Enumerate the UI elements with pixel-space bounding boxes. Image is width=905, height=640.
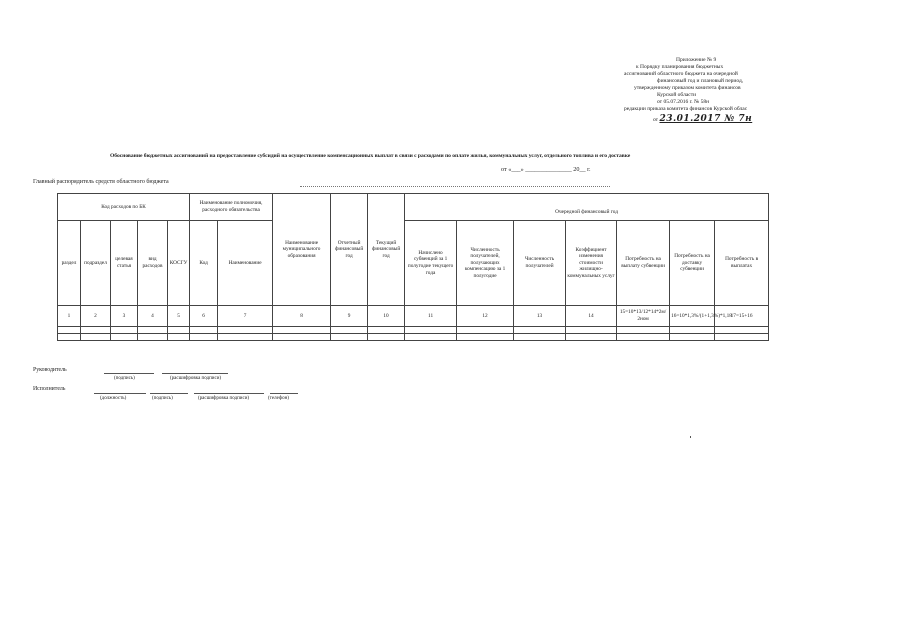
is-sign-line [150,387,188,394]
rk-cap-rasshifr: (расшифровка подписи) [170,376,222,381]
num-cell: 17=15+16 [715,306,769,327]
header-line: ассигнований областного бюджета на очередной [624,71,738,77]
num-cell: 3 [111,306,138,327]
num-cell: 16=10*1,3%/(1+1,3%)*1,18 [670,306,715,327]
num-cell: 11 [405,306,457,327]
col-celevaya: целевая статья [111,221,138,306]
is-cap-podpis: (подпись) [152,396,173,401]
num-cell: 9 [331,306,368,327]
header-line: финансовый год и плановый период, [657,78,744,84]
is-cap-telefon: (телефон) [268,396,289,401]
header-line: Курской области [657,92,697,98]
header-prefix: от [653,117,659,123]
group-kod-rashodov: Код расходов по БК [58,194,190,221]
is-cap-dolzh: (должность) [100,396,127,401]
table-row [58,327,769,334]
header-line: к Порядку планирования бюджетных [636,64,724,70]
col-chisl-poluch: Численность получателей, получающих компенсацию за 1 полугодие [457,221,514,306]
rk-sign-line [104,367,154,374]
num-cell: 8 [273,306,331,327]
col-koef: Коэффициент изменения стоимости жилищно-коммунальных услуг [566,221,617,306]
num-cell: 13 [514,306,566,327]
col-podrazdel: подраздел [81,221,111,306]
main-table [57,193,769,341]
col-municipal: Наименование муниципального образования [273,194,331,306]
num-cell: 10 [368,306,405,327]
header-line: Приложение № 9 [676,57,717,63]
is-dolzh-line [94,387,146,394]
num-cell: 12 [457,306,514,327]
date-line: от «___» _______________ 20__ г. [501,166,591,173]
scan-speck [690,436,691,438]
col-kosgu: КОСГУ [168,221,190,306]
col-vid: вид расходов [138,221,168,306]
header-line: утвержденному приказом комитета финансов [634,85,741,91]
col-nachisleno: Начислено субвенций за 1 полугодие текущего года [405,221,457,306]
num-cell: 15=10*13/12*14*2м/ 2ном [617,306,670,327]
group-ocherednoy: Очередной финансовый год [405,204,769,221]
col-kod: Код [190,221,218,306]
is-cap-rasshifr: (расшифровка подписи) [198,396,250,401]
rukovoditel-label: Руководитель [33,367,67,373]
number-row [58,306,769,327]
is-name-line [194,387,264,394]
col-potr-vyplatu: Потребность на выплату субвенции [617,221,670,306]
num-cell: 2 [81,306,111,327]
num-cell: 6 [190,306,218,327]
col-naim: Наименование [218,221,273,306]
col-otchetny: Отчетный финансовый год [331,194,368,306]
col-potr-dostavku: Потребность на доставку субвенции [670,221,715,306]
num-cell: 1 [58,306,81,327]
num-cell: 4 [138,306,168,327]
ispolnitel-label: Исполнитель [33,386,66,392]
header-block [624,57,804,124]
num-cell: 7 [218,306,273,327]
header-line [624,116,804,124]
table-row [58,334,769,341]
group-top-spacer [405,194,769,205]
document-title: Обоснование бюджетных ассигнований на предоставление субсидий на осуществление компенсационных выплат в связи с расходами по оплате жилья, коммунальных услуг, отдельного топлива и его доставке [110,153,631,159]
rk-cap-podpis: (подпись) [114,376,135,381]
gra-dotted-line [300,182,610,187]
col-razdel: раздел [58,221,81,306]
group-naimenovanie: Наименование полномочия, расходного обязательства [190,194,273,221]
rk-name-line [162,367,228,374]
col-potr-vyplaty: Потребность в выплатах [715,221,769,306]
num-cell: 14 [566,306,617,327]
col-tekushiy: Текущий финансовый год [368,194,405,306]
col-chislennost: Численность получателей [514,221,566,306]
num-cell: 5 [168,306,190,327]
gra-label: Главный распорядитель средств областного бюджета [33,179,169,185]
header-line: редакции приказа комитета финансов Курской облас [624,106,748,112]
is-phone-line [270,387,298,394]
header-line: от 05.07.2016 г. № 58н [657,99,710,105]
handwritten-date: 23.01.2017 № 7н [659,114,753,124]
